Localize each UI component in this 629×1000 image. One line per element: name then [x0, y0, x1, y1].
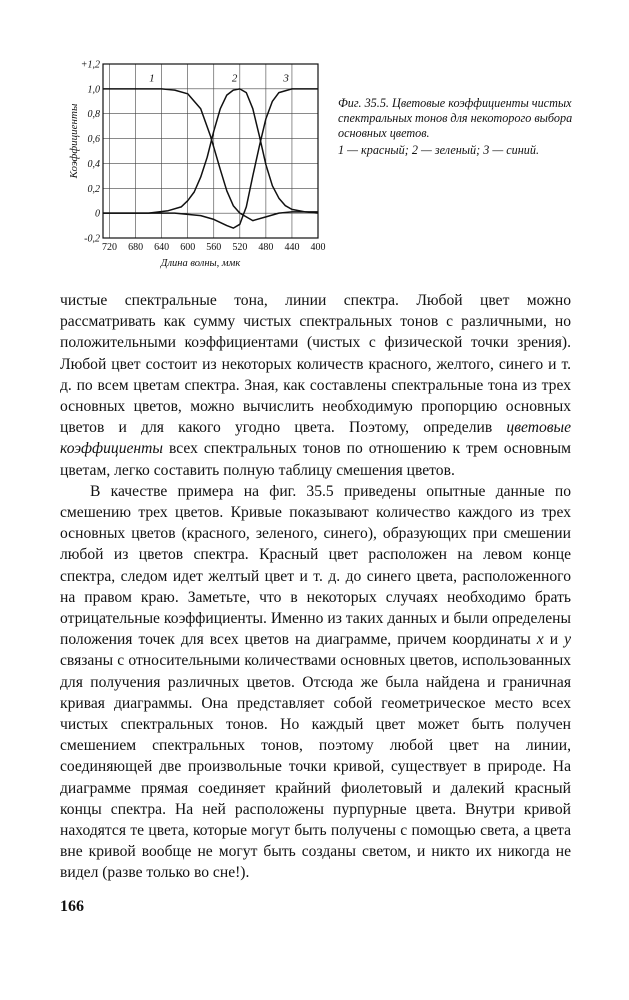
paragraph-1-emphasis: цветовые коэффициенты [60, 419, 571, 458]
series-line-1 [103, 89, 318, 221]
y-tick-label: 1,0 [87, 84, 100, 96]
x-tick-label: 480 [258, 242, 274, 253]
x-tick-label: 600 [180, 242, 196, 253]
y-tick-label: -0,2 [84, 233, 100, 245]
series-label-3: 3 [283, 72, 289, 85]
chart-svg [58, 52, 328, 272]
page-number: 166 [60, 898, 84, 915]
paragraph-2-var-y: y [564, 631, 571, 649]
y-tick-label: 0,4 [87, 158, 100, 170]
caption-title: Цветовые коэффициенты чистых спектральных тонов для некоторого выбора основных цветов. [338, 96, 573, 140]
y-tick-label: +1,2 [80, 59, 100, 71]
series-label-1: 1 [149, 72, 155, 85]
x-tick-label: 560 [206, 242, 222, 253]
x-tick-label: 520 [232, 242, 248, 253]
caption-legend: 1 — красный; 2 — зеленый; 3 — синий. [338, 143, 540, 157]
paragraph-2-text-a: В качестве примера на фиг. 35.5 приведены опытные данные по смешению трех цветов. Кривые показывают количество каждого из трех основных цветов (красного, зеленого, синего), образующих при смешении любой из цветов спектра. Красный цвет расположен на левом конце спектра, следом идет желтый цвет и т. д. до синего цвета, расположенного на правом краю. Заметьте, что в некоторых случаях необходимо брать отрицательные коэффициенты. Именно из таких данных и были определены положения точек для всех цветов на диаграмме, причем координаты [60, 482, 571, 649]
y-tick-label: 0,6 [87, 134, 100, 146]
body-text [60, 290, 571, 884]
x-tick-label: 440 [284, 242, 300, 253]
paragraph-1 [60, 290, 571, 481]
x-tick-label: 680 [128, 242, 144, 253]
paragraph-2-and: и [543, 631, 565, 649]
paragraph-1-text-a: чистые спектральные тона, линии спектра. Любой цвет можно рассматривать как сумму чистых спектральных тонов с различными, но положительными коэффициентами (чистых с физической точки зрения). Любой цвет состоит из некоторых количеств красного, желтого, синего и т. д. по всем цветам спектра. Зная, как составлены спектральные тона из трех основных цветов, можно вычислить необходимую пропорцию основных цветов и для какого угодно цвета. Поэтому, определив [60, 292, 571, 437]
paragraph-2 [60, 481, 571, 884]
y-tick-label: 0,2 [87, 183, 100, 195]
y-axis-label: Коэффициенты [68, 103, 80, 179]
x-tick-label: 720 [102, 242, 118, 253]
paragraph-2-var-x: x [536, 631, 544, 649]
x-axis-label: Длина волны, ммк [160, 258, 241, 269]
series-line-3 [103, 89, 318, 228]
x-tick-label: 400 [310, 242, 326, 253]
paragraph-2-text-b: связаны с относительными количествами основных цветов, использованных для получения различных цветов. Отсюда же была найдена и граничная кривая диаграммы. Она представляет собой геометрическое место всех чистых спектральных тонов. Но каждый цвет может быть получен смешением спектральных тонов, поэтому любой цвет на линии, соединяющей две произвольные точки кривой, существует в природе. На диаграмме прямая соединяет крайний фиолетовый и далекий красный концы спектра. На ней расположены пурпурные цвета. Внутри кривой находятся те цвета, которые могут быть получены с помощью света, а цвета вне кривой вообще не могут быть созданы светом, и никто их никогда не видел (разве только во сне!). [60, 652, 571, 882]
figure-caption [338, 96, 574, 158]
y-tick-label: 0,8 [87, 109, 100, 121]
caption-fig-label: Фиг. 35.5. [338, 96, 389, 110]
figure-35-5 [58, 52, 328, 272]
series-label-2: 2 [231, 72, 238, 85]
paragraph-1-text-b: всех спектральных тонов по отношению к трем основным цветам, легко составить полную таблицу смешения цветов. [60, 440, 571, 479]
series-line-2 [103, 89, 318, 213]
y-tick-label: 0 [95, 208, 100, 220]
x-tick-label: 640 [154, 242, 170, 253]
